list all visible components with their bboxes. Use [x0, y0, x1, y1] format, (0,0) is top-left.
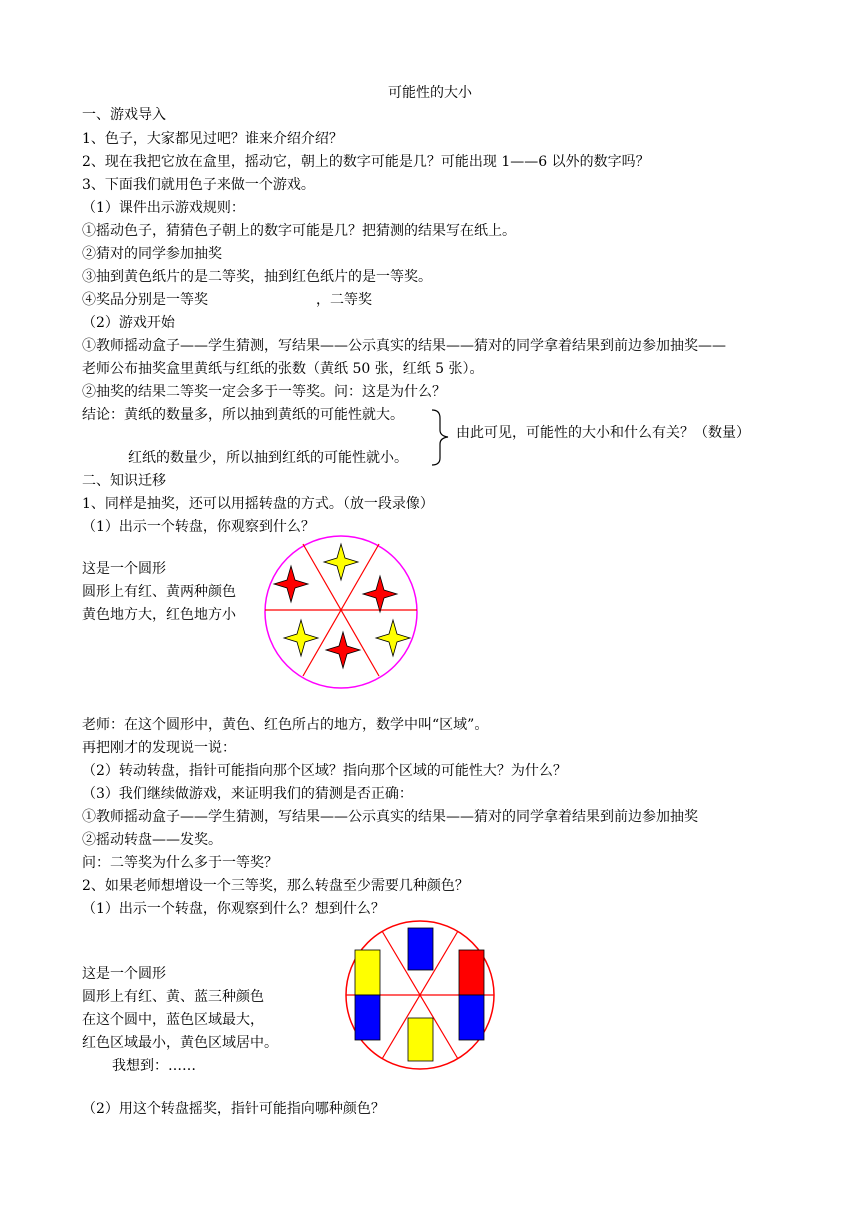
right-brace-icon — [430, 408, 454, 468]
yellow-rect-left — [355, 950, 380, 995]
step-1a: ①教师摇动盒子——学生猜测，写结果——公示真实的结果——猜对的同学拿着结果到前边参加抽奖—— — [82, 338, 726, 354]
rule-3: ③抽到黄色纸片的是二等奖，抽到红色纸片的是一等奖。 — [82, 269, 432, 285]
blue-rect-left — [355, 995, 380, 1040]
continue-line: （3）我们继续做游戏，来证明我们的猜测是否正确： — [82, 786, 413, 802]
conclusion-1: 结论：黄纸的数量多，所以抽到黄纸的可能性就大。 — [82, 407, 404, 423]
rule-4-first: ④奖品分别是一等奖 — [82, 292, 208, 308]
question-1: 1、色子，大家都见过吧？谁来介绍介绍？ — [82, 131, 343, 147]
point-question: （2）用这个转盘摇奖，指针可能指向哪种颜色？ — [82, 1101, 385, 1117]
observation-2-line-4: 红色区域最小，黄色区域居中。 — [82, 1035, 278, 1051]
question-3: 3、下面我们就用色子来做一个游戏。 — [82, 177, 315, 193]
continue-step-1: ①教师摇动盒子——学生猜测，写结果——公示真实的结果——猜对的同学拿着结果到前边参加抽奖 — [82, 809, 698, 825]
page-title: 可能性的大小 — [388, 85, 472, 101]
yellow-rect-bottom — [408, 1018, 433, 1061]
section-heading-1: 一、游戏导入 — [82, 107, 166, 123]
spinner-red-yellow — [263, 534, 419, 690]
observation-2-line-3: 在这个圆中，蓝色区域最大， — [82, 1012, 264, 1028]
blue-rect-top — [408, 928, 433, 970]
question-2: 2、现在我把它放在盒里，摇动它，朝上的数字可能是几？可能出现 1——6 以外的数字吗？ — [82, 154, 650, 170]
ask-line: 问：二等奖为什么多于一等奖？ — [82, 855, 278, 871]
section-heading-2: 二、知识迁移 — [82, 473, 166, 489]
red-rect-right — [459, 950, 484, 995]
teacher-line: 老师：在这个圆形中，黄色、红色所占的地方，数学中叫“区域”。 — [82, 717, 489, 733]
conclusion-side: 由此可见，可能性的大小和什么有关？（数量） — [456, 425, 750, 441]
rule-2: ②猜对的同学参加抽奖 — [82, 246, 222, 262]
rule-4-second: ，二等奖 — [316, 292, 372, 308]
observation-1-line-3: 黄色地方大，红色地方小 — [82, 607, 236, 623]
observation-1-line-1: 这是一个圆形 — [82, 561, 166, 577]
part2-question-1: 1、同样是抽奖，还可以用摇转盘的方式。（放一段录像） — [82, 496, 434, 512]
rule-4 — [82, 291, 372, 309]
part2-question-2: 2、如果老师想增设一个三等奖，那么转盘至少需要几种颜色？ — [82, 878, 469, 894]
step-2: ②抽奖的结果二等奖一定会多于一等奖。问：这是为什么？ — [82, 384, 446, 400]
observation-1-line-2: 圆形上有红、黄两种颜色 — [82, 584, 236, 600]
observation-2-line-1: 这是一个圆形 — [82, 966, 166, 982]
conclusion-2: 红纸的数量少，所以抽到红纸的可能性就小。 — [128, 450, 408, 466]
observation-2-line-2: 圆形上有红、黄、蓝三种颜色 — [82, 989, 264, 1005]
blue-rect-right — [459, 995, 484, 1040]
spinner-red-yellow-blue — [342, 920, 498, 1076]
think-line: 我想到：…… — [112, 1058, 196, 1074]
start-heading: （2）游戏开始 — [82, 315, 175, 331]
continue-step-2: ②摇动转盘——发奖。 — [82, 832, 222, 848]
rules-heading: （1）课件出示游戏规则： — [82, 200, 245, 216]
spin-question: （2）转动转盘，指针可能指向那个区域？指向那个区域的可能性大？为什么？ — [82, 763, 567, 779]
show-spinner-2: （1）出示一个转盘，你观察到什么？想到什么？ — [82, 901, 385, 917]
show-spinner-1: （1）出示一个转盘，你观察到什么？ — [82, 519, 315, 535]
retell-line: 再把刚才的发现说一说： — [82, 740, 236, 756]
step-1b: 老师公布抽奖盒里黄纸与红纸的张数（黄纸 50 张，红纸 5 张）。 — [82, 361, 484, 377]
rule-1: ①摇动色子，猜猜色子朝上的数字可能是几？把猜测的结果写在纸上。 — [82, 223, 516, 239]
